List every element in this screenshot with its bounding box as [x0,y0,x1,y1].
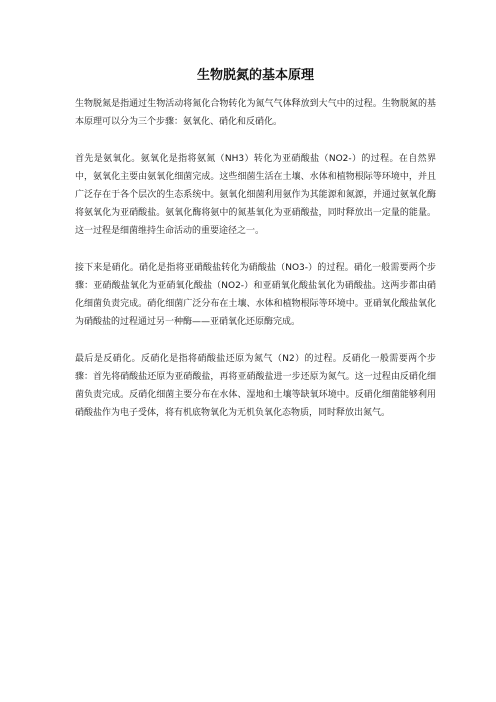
document-title: 生物脱氮的基本原理 [196,68,314,83]
paragraph-intro: 生物脱氮是指通过生物活动将氮化合物转化为氮气气体释放到大气中的过程。生物脱氮的基本原理可以分为三个步骤：氨氧化、硝化和反硝化。 [75,99,436,128]
paragraph-gap [75,332,436,350]
paragraph-gap [75,131,436,149]
paragraph-ammonia-oxidation: 首先是氨氧化。氨氧化是指将氨氮（NH3）转化为亚硝酸盐（NO2-）的过程。在自然界中，氨氧化主要由氨氧化细菌完成。这些细菌生活在土壤、水体和植物根际等环境中，并且广泛存在于各个层次的生态系统中。氨氧化细菌利用氨作为其能源和氮源，并通过氨氧化酶将氨氧化为亚硝酸盐。氨氧化酶将氨中的氮基氧化为亚硝酸盐，同时释放出一定量的能量。这一过程是细菌维持生命活动的重要途径之一。 [75,153,436,237]
paragraph-nitrification: 接下来是硝化。硝化是指将亚硝酸盐转化为硝酸盐（NO3-）的过程。硝化一般需要两个步骤：亚硝酸盐氧化为亚硝氧化酸盐（NO2-）和亚硝氧化酸盐氧化为硝酸盐。这两步都由硝化细菌负责完成。硝化细菌广泛分布在土壤、水体和植物根际等环境中。亚硝氧化酸盐氧化为硝酸盐的过程通过另一种酶——亚硝氧化还原酶完成。 [75,262,436,328]
paragraph-gap [75,241,436,259]
paragraph-denitrification: 最后是反硝化。反硝化是指将硝酸盐还原为氮气（N2）的过程。反硝化一般需要两个步骤：首先将硝酸盐还原为亚硝酸盐，再将亚硝酸盐进一步还原为氮气。这一过程由反硝化细菌负责完成。反硝化细菌主要分布在水体、湿地和土壤等缺氧环境中。反硝化细菌能够利用硝酸盐作为电子受体，将有机底物氧化为无机负氧化态物质，同时释放出氮气。 [75,353,436,419]
